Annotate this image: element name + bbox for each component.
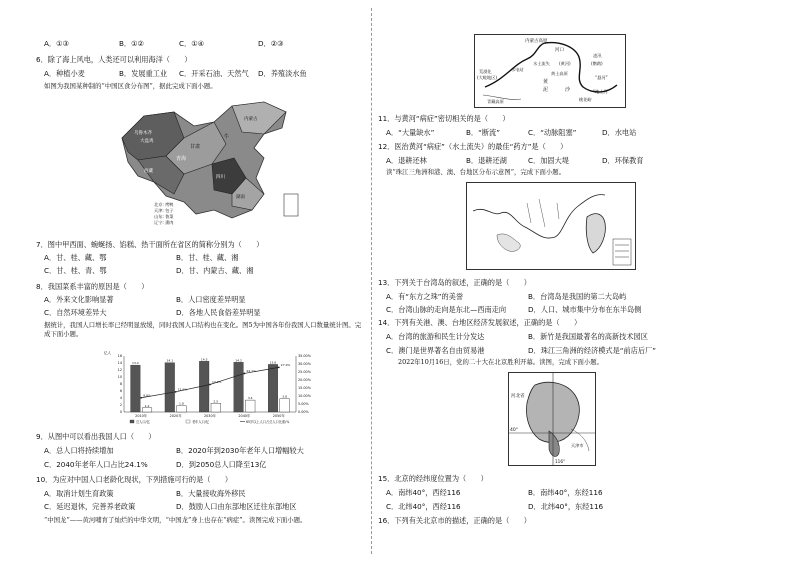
x-tick-label: 2010年 (135, 414, 148, 418)
data-label-share: 8.9% (143, 393, 151, 398)
q5-option-d: D．②③ (258, 39, 284, 48)
bar-total-population (165, 363, 175, 412)
x-tick-label: 2050年 (272, 414, 285, 418)
q6-option-a: A．种植小麦 (44, 69, 85, 78)
q12-option-d: D．环保教育 (602, 156, 644, 165)
data-label-elderly: 3.4 (247, 396, 253, 401)
q10-option-a: A．取消计划生育政策 (44, 489, 114, 498)
point-elderly-share (140, 397, 142, 399)
q12-option-a: A．退耕还林 (386, 156, 427, 165)
river-label: 黄 (543, 79, 549, 85)
question-14: 14．下列有关港、澳、台地区经济发展叙述，正确的是（ ） (378, 318, 582, 327)
q14-option-b: B．新竹是我国最著名的高新技术园区 (528, 332, 648, 341)
q15-option-a: A．南纬40°，西经116 (386, 488, 461, 497)
data-label-elderly: 3.8 (282, 394, 288, 399)
q9-option-c: C．2040年老年人口占比24.1% (44, 460, 148, 469)
river-label: (鹦鹉) (591, 61, 603, 66)
q10-option-d: D．鼓励人口由东部地区迁往东部地区 (176, 502, 297, 511)
data-label-total: 14.1 (166, 358, 174, 363)
y-tick-right: 0.00% (298, 410, 309, 415)
q8-option-b: B．人口密度差异明显 (176, 295, 246, 304)
y-tick-left: 6 (119, 389, 122, 394)
q11-option-a: A．“大量缺水” (386, 128, 435, 137)
river-label: (黄河) (559, 61, 571, 66)
question-12: 12．医治黄河“病症”（水土流失）的最佳“药方”是（ ） (378, 142, 568, 151)
map-label: 内蒙古 (244, 117, 258, 122)
china-food-map (114, 98, 304, 226)
point-elderly-share (244, 373, 246, 375)
map-legend: 辽宁: 熏肉 (154, 220, 174, 225)
map-legend: 北京: 烤鸭 (154, 202, 174, 207)
map-label: 湖南 (236, 195, 245, 200)
map-label: 乌鲁木齐 (134, 131, 152, 136)
q14-option-c: C．澳门是世界著名自由贸易港 (386, 346, 485, 355)
map-label: 青海 (176, 156, 187, 162)
prd-taiwan-map (466, 182, 636, 270)
bar-elderly-population (142, 408, 152, 412)
q12-option-c: C．加固大堤 (528, 156, 569, 165)
q13-option-c: C．台湾山脉的走向是东北—西南走向 (386, 305, 507, 314)
q5-option-b: B．①② (119, 39, 145, 48)
river-label: 凌汛 (593, 53, 602, 58)
data-label-elderly: 1.2 (144, 403, 150, 408)
bar-total-population (234, 362, 244, 412)
q7-option-d: D．甘、内蒙古、藏、湘 (176, 266, 254, 275)
q6-option-d: D．养殖淡水鱼 (258, 69, 307, 78)
river-label: 青藏高原 (487, 99, 504, 104)
map-label: 四川 (216, 175, 225, 180)
intro-map: 如图为我国某种制的“中国区食分布图”，据此完成下面小题。 (44, 82, 217, 90)
question-6: 6．除了海上风电，人类还可以利用海洋（ ） (36, 55, 192, 64)
line-elderly-share (141, 367, 279, 397)
bar-elderly-population (177, 406, 187, 412)
y-tick-right: 15.00% (298, 386, 311, 391)
map-label: 甘肃 (190, 144, 201, 150)
data-label-total: 13.6 (269, 360, 277, 365)
bar-elderly-population (211, 403, 221, 412)
q9-option-b: B．2020年到2030年老年人口增幅较大 (176, 446, 304, 455)
q10-option-b: B．大量接收海外移民 (176, 489, 246, 498)
river-label: “地上河” (593, 89, 610, 94)
q15-option-b: B．南纬40°，东经116 (528, 488, 603, 497)
q10-option-c: C．延迟退休，完善养老政策 (44, 502, 136, 511)
x-tick-label: 2030年 (203, 414, 217, 418)
y-tick-left: 0 (119, 410, 122, 415)
bj-label: 40° (510, 428, 518, 433)
y-axis-unit: 亿人 (104, 351, 111, 355)
map-legend: 山东: 鲁菜 (154, 214, 174, 219)
y-tick-left: 16 (117, 354, 122, 359)
river-label: (大畦地区) (477, 75, 498, 80)
q8-option-d: D．各地人民食俗差异明显 (176, 308, 261, 317)
y-tick-right: 25.00% (298, 370, 311, 375)
question-16: 16．下列有关北京市的描述，正确的是（ ） (378, 516, 531, 525)
q5-option-c: C．①④ (179, 39, 205, 48)
river-label: 水电站 (511, 67, 524, 72)
q7-option-b: B．甘、桂、藏、湘 (176, 253, 239, 262)
y-tick-right: 5.00% (298, 402, 309, 407)
question-7: 7．图中甲西面、蜿蜒扬、馅糕、热干面所在省区的简称分别为（ ） (36, 240, 264, 249)
legend-entry: 总人口/亿 (136, 420, 150, 424)
right-column (378, 0, 768, 562)
question-13: 13．下列关于台湾岛的叙述，正确的是（ ） (378, 278, 531, 287)
q13-option-b: B．台湾岛是我国的第二大岛屿 (528, 292, 627, 301)
q11-option-d: D．水电站 (602, 128, 637, 137)
q9-option-a: A．总人口将持续增加 (44, 446, 114, 455)
y-tick-right: 10.00% (298, 394, 311, 399)
q7-option-c: C．甘、桂、青、鄂 (44, 266, 107, 275)
bar-total-population (131, 365, 141, 412)
intro-beijing: 2022年10月16日，党的二十大在北京胜利开幕。读图，完成下面小题。 (398, 358, 604, 366)
map-legend: 天津: 包子 (154, 208, 174, 213)
column-divider (371, 8, 372, 554)
q13-option-d: D．人口、城市集中分布在东半岛侧 (528, 305, 642, 314)
y-tick-left: 12 (117, 368, 122, 373)
map-label: 大盘鸡 (140, 139, 154, 144)
y-tick-right: 35.00% (298, 354, 311, 359)
river-label: “悬河” (595, 75, 608, 80)
q14-option-d: D．珠江三角洲的经济模式是“前店后厂” (528, 346, 656, 355)
question-10: 10．为应对中国人口老龄化现状，下列措施可行的是（ ） (36, 475, 233, 484)
q7-option-a: A．甘、桂、藏、鄂 (44, 253, 107, 262)
map-label: 牛 (224, 134, 230, 140)
legend-swatch (130, 420, 134, 423)
x-tick-label: 2020年 (169, 414, 182, 418)
river-label: 水土流失 (533, 61, 550, 66)
data-label-elderly: 2.5 (213, 399, 219, 404)
river-label: 黄土高原 (551, 71, 568, 76)
y-tick-right: 20.00% (298, 378, 311, 383)
question-11: 11．与黄河“病症”密切相关的是（ ） (378, 114, 510, 123)
q5-option-a: A．①③ (44, 39, 69, 48)
question-8: 8．我国菜系丰富的原因是（ ） (36, 282, 149, 291)
q13-option-a: A．有“东方之珠”的美誉 (386, 292, 464, 301)
q15-option-c: C．北纬40°，西经116 (386, 502, 461, 511)
river-label: 荒漠化 (479, 69, 492, 74)
y-tick-right: 30.00% (298, 362, 311, 367)
data-label-share: 24.1% (246, 368, 256, 373)
x-tick-label: 2040年 (238, 414, 251, 418)
intro-river: “中国龙”——黄河哺育了灿烂的中华文明，“中国龙”身上也存在“病症”。读图完成下面小题。 (44, 516, 307, 524)
beijing-map (508, 372, 596, 466)
data-label-total: 14.5 (200, 357, 208, 362)
q12-option-b: B．退耕还湖 (466, 156, 507, 165)
point-elderly-share (278, 366, 280, 368)
bj-label: 河北省 (511, 394, 525, 399)
q14-option-a: A．台湾的旅游和民生计分发达 (386, 332, 485, 341)
point-elderly-share (209, 384, 211, 386)
river-label: 桃花峪 (579, 97, 592, 102)
q8-option-a: A．外来文化影响显著 (44, 295, 114, 304)
question-15: 15．北京的经纬度位置为（ ） (378, 474, 488, 483)
bar-elderly-population (280, 399, 290, 412)
point-elderly-share (175, 391, 177, 393)
data-label-total: 14.2 (235, 358, 242, 363)
q6-option-b: B．发展重工业 (119, 69, 168, 78)
river-label: 泥 (543, 87, 549, 93)
yellow-river-diagram (474, 34, 626, 108)
legend-entry: 65岁以上人口占总人口比重/% (246, 420, 290, 424)
population-chart (100, 348, 320, 428)
map-label: 西藏 (144, 169, 153, 174)
data-label-total: 13.4 (132, 361, 139, 366)
y-tick-left: 8 (119, 382, 122, 387)
y-tick-left: 2 (119, 403, 122, 408)
river-label: 沙 (565, 87, 571, 93)
y-tick-left: 10 (117, 375, 122, 380)
bar-elderly-population (245, 400, 255, 412)
river-label: 河口 (555, 48, 564, 53)
intro-map2: 读“珠江三角洲和港、澳、台地区分布示意图”，完成下面小题。 (386, 168, 566, 176)
left-column (36, 0, 366, 562)
q15-option-d: D．北纬40°，东经116 (528, 502, 604, 511)
y-tick-left: 14 (117, 361, 122, 366)
data-label-share: 17.2% (212, 379, 222, 384)
legend-entry: 老年人口/亿 (192, 420, 210, 424)
data-label-share: 12.6% (177, 387, 188, 392)
question-9: 9．从图中可以看出我国人口（ ） (36, 432, 156, 441)
data-label-elderly: 1.8 (179, 401, 184, 406)
q8-option-c: C．自然环境差异大 (44, 308, 107, 317)
river-label: 内蒙古高原 (525, 39, 548, 44)
bj-label: 116° (555, 459, 566, 464)
q11-option-c: C．“动脉阻塞” (528, 128, 577, 137)
bj-label: 天津市 (571, 443, 584, 448)
intro-chart: 据统计，我国人口增长率已经明显放缓，同时我国人口结构也在变化。图5为中国各年份我国人口数量统计图。完成下面小题。 (44, 321, 362, 338)
y-tick-left: 4 (119, 396, 122, 401)
q6-option-c: C．开采石油、天然气 (179, 69, 249, 78)
q11-option-b: B．“断流” (466, 128, 500, 137)
legend-swatch (186, 420, 190, 423)
q9-option-d: D．到2050总人口降至13亿 (176, 460, 267, 469)
bar-total-population (268, 364, 278, 412)
data-label-share: 27.9% (280, 362, 291, 367)
